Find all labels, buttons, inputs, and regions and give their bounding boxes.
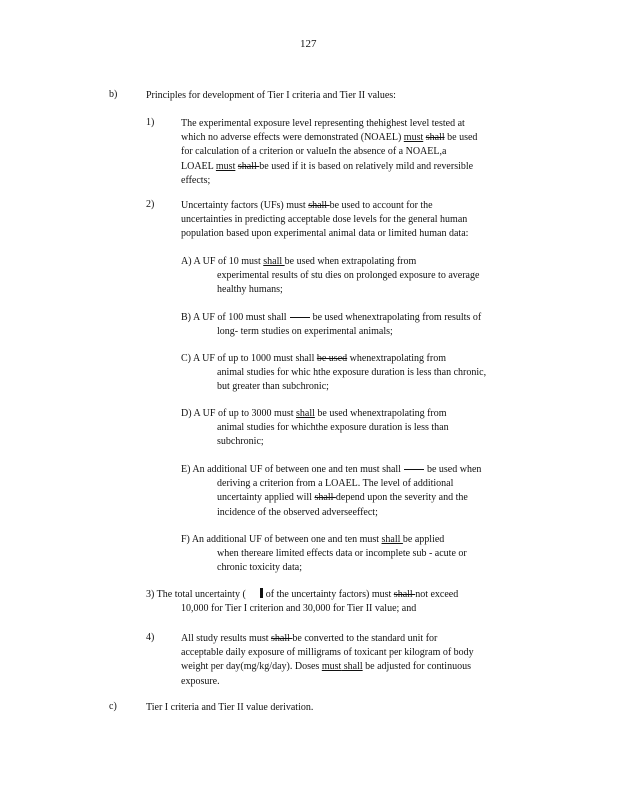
strike-dash xyxy=(290,317,310,318)
sub-item-c: C) A UF of up to 1000 must shall be used whenextrapolating from animal studies for whic hthe exposure duration is less than chronic, but greater than subchronic; xyxy=(181,353,487,393)
strike-dash xyxy=(404,469,424,470)
sub-item-f: F) An additional UF of between one and ten must shall be applied when thereare limited effects data or incomplete sub - acute or chronic toxicity data; xyxy=(181,534,467,574)
symbol-bar xyxy=(260,588,263,598)
section-b-title: Principles for development of Tier I criteria and Tier II values: xyxy=(146,90,396,101)
sub-item-d: D) A UF of up to 3000 must shall be used whenextrapolating from animal studies for whichthe exposure duration is less than subchronic; xyxy=(181,408,449,448)
section-b-label: b) xyxy=(109,89,118,100)
item-1-text: The experimental exposure level representing thehighest level tested at which no adverse effects were demonstrated (NOAEL) must shall be used for calculation of a criterion or valueIn the absence of a NOAEL,a LOAEL must shall be used if it is based on relatively mild and reversible effects; xyxy=(181,118,478,186)
item-4-number: 4) xyxy=(146,632,155,643)
sub-item-a: A) A UF of 10 must shall be used when extrapolating from experimental results of stu dies on prolonged exposure to average healthy humans; xyxy=(181,256,480,296)
sub-item-e: E) An additional UF of between one and ten must shall be used when deriving a criterion from a LOAEL. The level of additional uncertainty applied will shall depend upon the severity and the incidence of the observed adverseeffect; xyxy=(181,464,482,518)
item-4-text: All study results must shall be converted to the standard unit for acceptable daily exposure of milligrams of toxicant per kilogram of body weight per day(mg/kg/day). Doses must shall be adjusted for continuous exposure. xyxy=(181,633,474,687)
item-2-text: Uncertainty factors (UFs) must shall be used to account for the uncertainties in predicting acceptable dose levels for the general human population based upon experimental animal data or limited human data: xyxy=(181,200,469,240)
item-1-number: 1) xyxy=(146,117,155,128)
item-2-number: 2) xyxy=(146,199,155,210)
section-c-title: Tier I criteria and Tier II value derivation. xyxy=(146,702,314,713)
item-3-text: 3) The total uncertainty ( of the uncertainty factors) must shall not exceed 10,000 for Tier I criterion and 30,000 for Tier II value; and xyxy=(146,589,459,615)
section-c-label: c) xyxy=(109,701,117,712)
sub-item-b: B) A UF of 100 must shall be used whenextrapolating from results of long- term studies on experimental animals; xyxy=(181,312,482,338)
page-number: 127 xyxy=(300,38,317,50)
